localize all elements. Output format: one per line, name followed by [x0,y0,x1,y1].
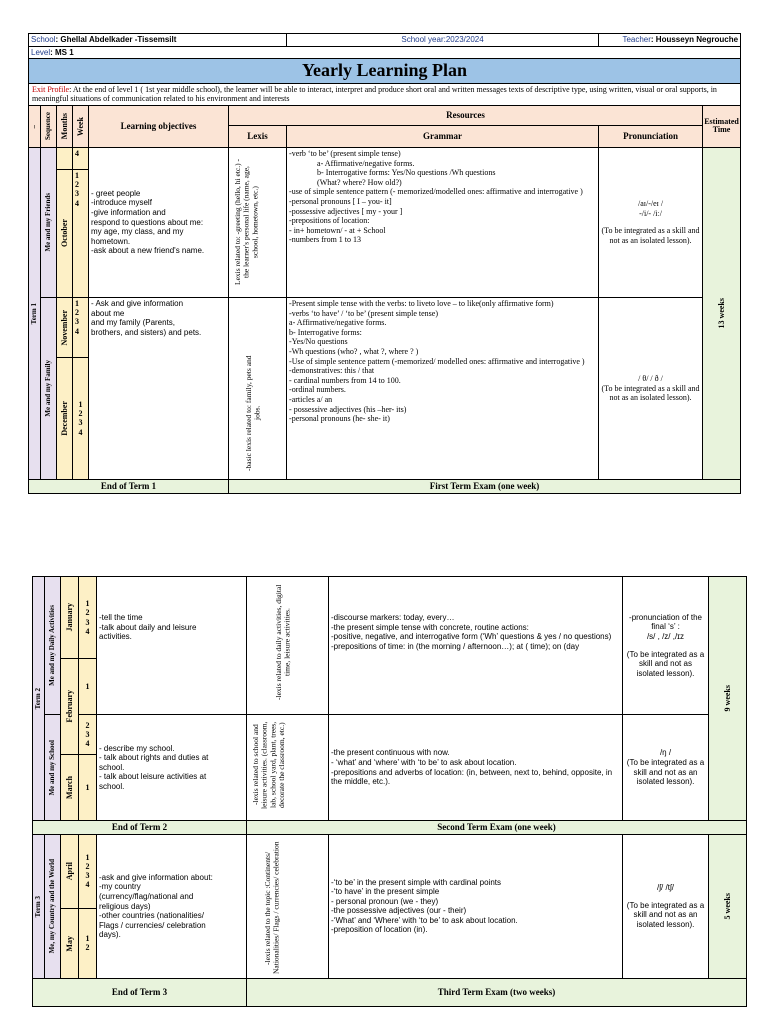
term2-february-weeks-bottom: 2 3 4 [79,715,97,755]
term3-end-label: End of Term 3 [33,978,247,1006]
term3-lexis-1: -lexis related to the topic :Continents/ Nationalities/ Flags / currencies/ celebration [247,834,329,978]
term1-seq1-label: Me and my Friends [41,147,57,297]
term1-side-label: Term 1 [29,147,41,479]
term1-seq2-label: Me and my Family [41,297,57,479]
term2-pronunciation-1: -pronunciation of the final ‘s’ : /s/ , /z/ ,/ɪz (To be integrated as a skill and not as isolated lesson). [623,577,709,715]
col-objectives-header: Learning objectives [89,105,229,147]
school-value: : Ghellal Abdelkader -Tissemsilt [55,35,177,44]
term2-objectives-1: -tell the time -talk about daily and leisure activities. [97,577,247,715]
term2-february-weeks-top: 1 [79,659,97,715]
term2-seq1-label: Me and my Daily Activities [45,577,61,715]
term2-estimate: 9 weeks [709,577,747,821]
term3-april-weeks: 1 2 3 4 [79,834,97,908]
term1-december-weeks: 1 2 3 4 [73,357,89,479]
term1-estimate: 13 weeks [703,147,741,479]
term2-pronunciation-2: /ŋ / (To be integrated as a skill and not as an isolated lesson). [623,715,709,821]
level-label: Level [31,47,51,57]
term1-pronunciation-2: / θ/ / ð / (To be integrated as a skill and not as an isolated lesson). [599,297,703,479]
term3-exam: Third Term Exam (two weeks) [247,978,747,1006]
col-months-header: Months [57,105,73,147]
term3-grammar-1: -‘to be’ in the present simple with cardinal points -‘to have’ in the present simple - personal pronoun (we - they) -the possessive adjectives (our - their) -‘What’ and ‘Where’ with ‘to be’ to ask about location. -preposition of location (in). [329,834,623,978]
term2-objectives-2: - describe my school. - talk about rights and duties at school. - talk about leisure activities at school. [97,715,247,821]
col-resources-header: Resources [229,105,703,125]
term1-pronunciation-1: /aɪ/-/eɪ / -/i/- /iː/ (To be integrated as a skill and not as an isolated lesson). [599,147,703,297]
term1-november-weeks: 1 2 3 4 [73,297,89,357]
term1-sep-month-cell [57,147,73,169]
term2-grammar-2: -the present continuous with now. - ‘what’ and ‘where’ with ‘to be’ to ask about location. -prepositions and adverbs of location: (in, between, next to, behind, opposite, in the middle, etc.). [329,715,623,821]
col-pronunciation-header: Pronunciation [599,125,703,147]
plan-table-term1 [28,33,741,494]
page-title: Yearly Learning Plan [29,59,741,84]
term2-january-weeks: 1 2 3 4 [79,577,97,659]
term2-end-label: End of Term 2 [33,821,247,835]
year-label: School year [401,35,444,44]
term2-lexis-2: -lexis related to school and leisure activities. (classroom, lab, school yard, plant, trees, decorate the classroom, etc.) [247,715,329,821]
level-cell [29,46,741,59]
term3-side-label: Term 3 [33,834,45,978]
term1-end-label: End of Term 1 [29,479,229,493]
term1-month-november: November [57,297,73,357]
term2-month-january: January [61,577,79,659]
col-week-header: Week [73,105,89,147]
term1-month-december: December [57,357,73,479]
exit-profile-label: Exit Profile [32,84,70,94]
teacher-cell [599,34,741,47]
col-lexis-header: Lexis [229,125,287,147]
col-grammar-header: Grammar [287,125,599,147]
term1-exam: First Term Exam (one week) [229,479,741,493]
term1-october-weeks: 1 2 3 4 [73,169,89,297]
term3-month-april: April [61,834,79,908]
term1-sep-week: 4 [73,147,89,169]
term3-objectives-1: -ask and give information about: -my country (currency/flag/national and religious days) -other countries (nationalities/ Flags / currencies/ celebration days). [97,834,247,978]
term3-estimate: 5 weeks [709,834,747,978]
term2-march-weeks: 1 [79,755,97,821]
term3-may-weeks: 1 2 [79,908,97,978]
teacher-label: Teacher [622,35,651,44]
term3-pronunciation-1: /ʃ/ /tʃ/ (To be integrated as a skill and not as an isolated lesson). [623,834,709,978]
term1-lexis-1: Lexis related to: -greeting (hello, hi etc.) - the learner's personal life (name, age, school, hometown, etc.) [229,147,287,297]
term2-seq2-label: Me and my School [45,715,61,821]
col-sequence-header: Sequence [41,105,57,147]
plan-table-term2-3 [32,576,747,1007]
col-estimated-header: Estimated Time [703,105,741,147]
term1-objectives-1: - greet people -introduce myself -give information and respond to questions about me: my age, my class, and my hometown. -ask about a new friend's name. [89,147,229,297]
term1-objectives-2: - Ask and give information about me and my family (Parents, brothers, and sisters) and pets. [89,297,229,479]
year-value: :2023/2024 [443,35,484,44]
term1-grammar-1: -verb ‘to be’ (present simple tense) a- Affirmative/negative forms. b- Interrogative forms: Yes/No questions /Wh questions (What? where? How old?) -use of simple sentence pattern (- memorized/modelled ones: affirmative and interrogative ) -personal pronouns [ I – you- it] -possessive adjectives [ my - your ] -prepositions of location: - in+ hometown/ - at + School -numbers from 1 to 13 [287,147,599,297]
teacher-value: : Housseyn Negrouche [650,35,739,44]
school-label: School [31,35,56,44]
term2-month-february: February [61,659,79,755]
term1-month-october: October [57,169,73,297]
term3-month-may: May [61,908,79,978]
school-cell [29,34,287,47]
term2-lexis-1: -lexis related to daily activities, digital time, leisure activities. [247,577,329,715]
year-cell [287,34,599,47]
term2-side-label: Term 2 [33,577,45,821]
term2-month-march: March [61,755,79,821]
exit-profile [29,83,741,105]
term1-grammar-2: -Present simple tense with the verbs: to liveto love – to like(only affirmative form) -verbs ‘to have’ / ‘to be’ (present simple tense) a- Affirmative/negative forms. b- Interrogative forms: -Yes/No questions -Wh questions (who? , what ?, where ? ) -Use of simple sentence pattern (-memorized/ modelled ones: affirmative and interrogative ) -demonstratives: this / that - cardinal numbers from 14 to 100. -ordinal numbers. -articles a/ an - possessive adjectives (his –her- its) -personal pronouns (he- she- it) [287,297,599,479]
level-value: : MS 1 [50,47,74,57]
exit-profile-text: : At the end of level 1 ( 1st year middle school), the learner will be able to interact, interpret and produce short oral and written messages texts of descriptive type, using written, visual or oral supports, in meaningful situations of communication related to his environment and interests [32,84,717,104]
term1-lexis-2: -basic lexis related to: family, pets and jobs. [229,297,287,479]
col-term-header: – [29,105,41,147]
term2-grammar-1: -discourse markers: today, every… -the present simple tense with concrete, routine actions: -positive, negative, and interrogative form (‘Wh’ questions & yes / no questions) -prepositions of time: in (the morning / afternoon…); at ( time); on (day [329,577,623,715]
term3-seq1-label: Me, my Country and the World [45,834,61,978]
term2-exam: Second Term Exam (one week) [247,821,747,835]
